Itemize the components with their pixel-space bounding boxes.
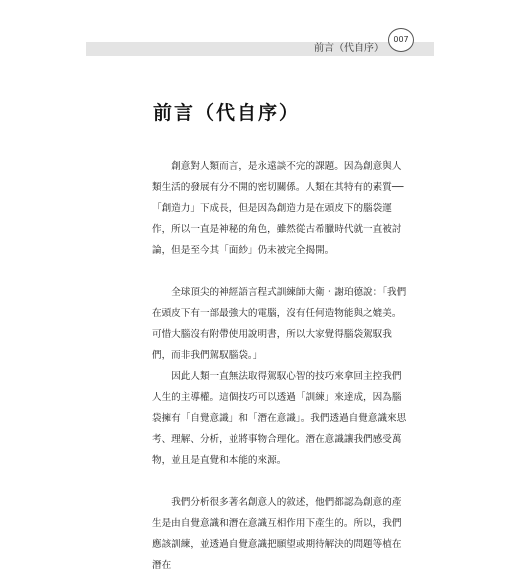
- chapter-title: 前言（代自序）: [153, 102, 301, 124]
- paragraph-1: 創意對人類而言，是永遠談不完的課題。因為創意與人類生活的發展有分不開的密切關係。人類在其特有的素質──「創造力」下成長，但是因為創造力是在頭皮下的腦袋運作，所以一直是神秘的角色，雖然從古希臘時代就一直被討論，但是至今其「面紗」仍未被完全揭開。: [152, 161, 404, 256]
- paragraph-4: 我們分析很多著名創意人的敘述，他們都認為創意的產生是由自覺意識和潛在意識互相作用下產生的。所以，我們應該訓練，並透過自覺意識把願望或期待解決的問題等植在潛在: [152, 497, 402, 571]
- running-header-title: 前言（代自序）: [314, 43, 384, 54]
- paragraph-3: 因此人類一直無法取得駕馭心智的技巧來拿回主控我們人生的主導權。這個技巧可以透過「訓練」來達成，因為腦袋擁有「自覺意識」和「潛在意識」。我們透過自覺意識來思考、理解、分析，並將事物合理化。潛在意識讓我們感受萬物，並且是直覺和本能的來源。: [152, 371, 407, 466]
- running-header: [86, 42, 434, 56]
- page-number-badge: 007: [388, 28, 414, 52]
- paragraph-2: 全球頂尖的神經語言程式訓練師大衛‧謝珀德說：「我們在頭皮下有一部最強大的電腦，沒有任何造物能與之媲美。可惜大腦沒有附帶使用說明書，所以大家覺得腦袋駕馭我們，而非我們駕馭腦袋。」: [152, 287, 407, 361]
- body-text: [152, 156, 410, 576]
